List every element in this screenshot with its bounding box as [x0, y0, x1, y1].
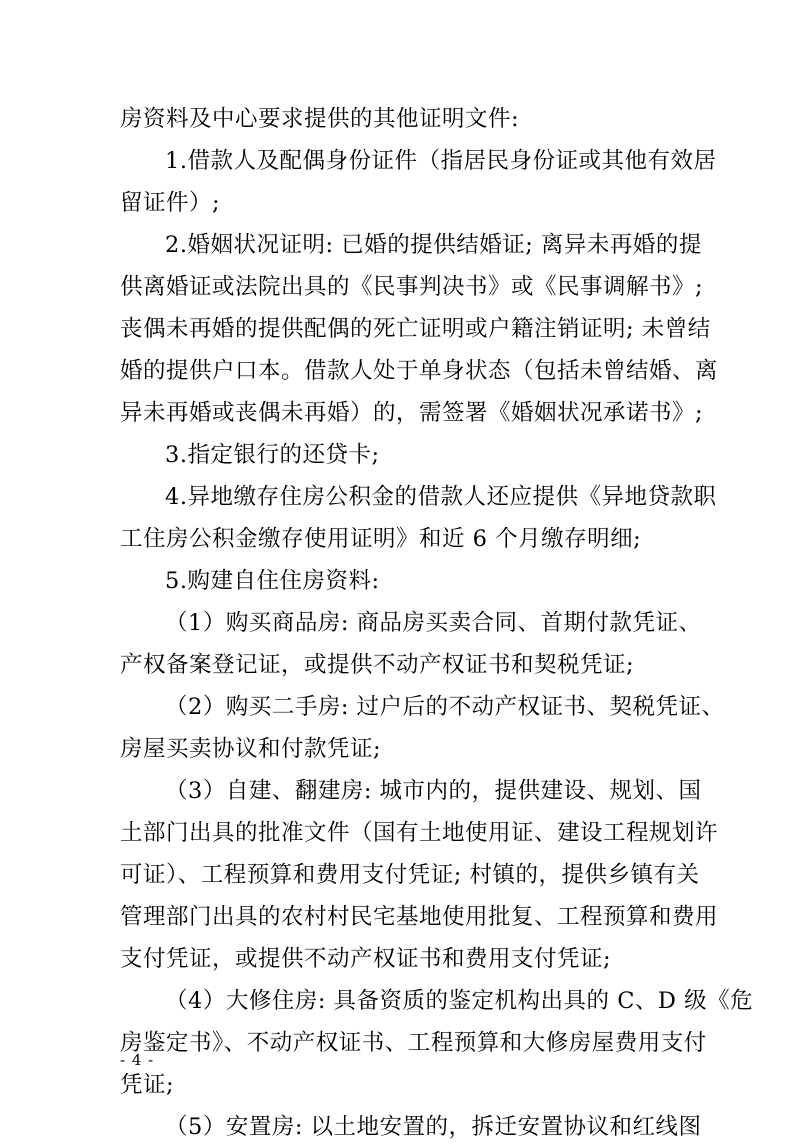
text-line: （4）大修住房: 具备资质的鉴定机构出具的 C、D 级《危	[165, 988, 754, 1014]
text-line: 房鉴定书》、不动产权证书、工程预算和大修房屋费用支付	[120, 1030, 707, 1056]
text-line: 供离婚证或法院出具的《民事判决书》或《民事调解书》;	[120, 274, 704, 300]
text-line: 房资料及中心要求提供的其他证明文件:	[120, 106, 520, 132]
text-line: 工住房公积金缴存使用证明》和近 6 个月缴存明细;	[120, 526, 642, 552]
text-line: 1.借款人及配偶身份证件（指居民身份证或其他有效居	[165, 148, 717, 174]
page-number: - 4 -	[120, 1051, 155, 1069]
text-line: 异未再婚或丧偶未再婚）的，需签署《婚姻状况承诺书》;	[120, 400, 704, 426]
text-line: 产权备案登记证，或提供不动产权证书和契税凭证;	[120, 652, 635, 678]
text-line: 4.异地缴存住房公积金的借款人还应提供《异地贷款职	[165, 484, 717, 510]
text-line: 婚的提供户口本。借款人处于单身状态（包括未曾结婚、离	[120, 358, 719, 384]
text-line: 3.指定银行的还贷卡;	[165, 442, 380, 468]
text-line: （5）安置房: 以土地安置的，拆迁安置协议和红线图	[165, 1114, 702, 1140]
document-body	[120, 98, 754, 1148]
text-line: （3）自建、翻建房: 城市内的，提供建设、规划、国	[165, 778, 702, 804]
text-line: 丧偶未再婚的提供配偶的死亡证明或户籍注销证明; 未曾结	[120, 316, 711, 342]
text-line: 凭证;	[120, 1072, 175, 1098]
text-line: 留证件）;	[120, 190, 221, 216]
text-line: 支付凭证，或提供不动产权证书和费用支付凭证;	[120, 946, 612, 972]
text-line: 土部门出具的批准文件（国有土地使用证、建设工程规划许	[120, 820, 719, 846]
text-line: 可证）、工程预算和费用支付凭证; 村镇的，提供乡镇有关	[120, 862, 700, 888]
text-line: 房屋买卖协议和付款凭证;	[120, 736, 382, 762]
text-line: （1）购买商品房: 商品房买卖合同、首期付款凭证、	[165, 610, 702, 636]
text-line: （2）购买二手房: 过户后的不动产权证书、契税凭证、	[165, 694, 725, 720]
text-line: 管理部门出具的农村村民宅基地使用批复、工程预算和费用	[120, 904, 719, 930]
text-line: 2.婚姻状况证明: 已婚的提供结婚证; 离异未再婚的提	[165, 232, 702, 258]
text-line: 5.购建自住住房资料:	[165, 568, 380, 594]
